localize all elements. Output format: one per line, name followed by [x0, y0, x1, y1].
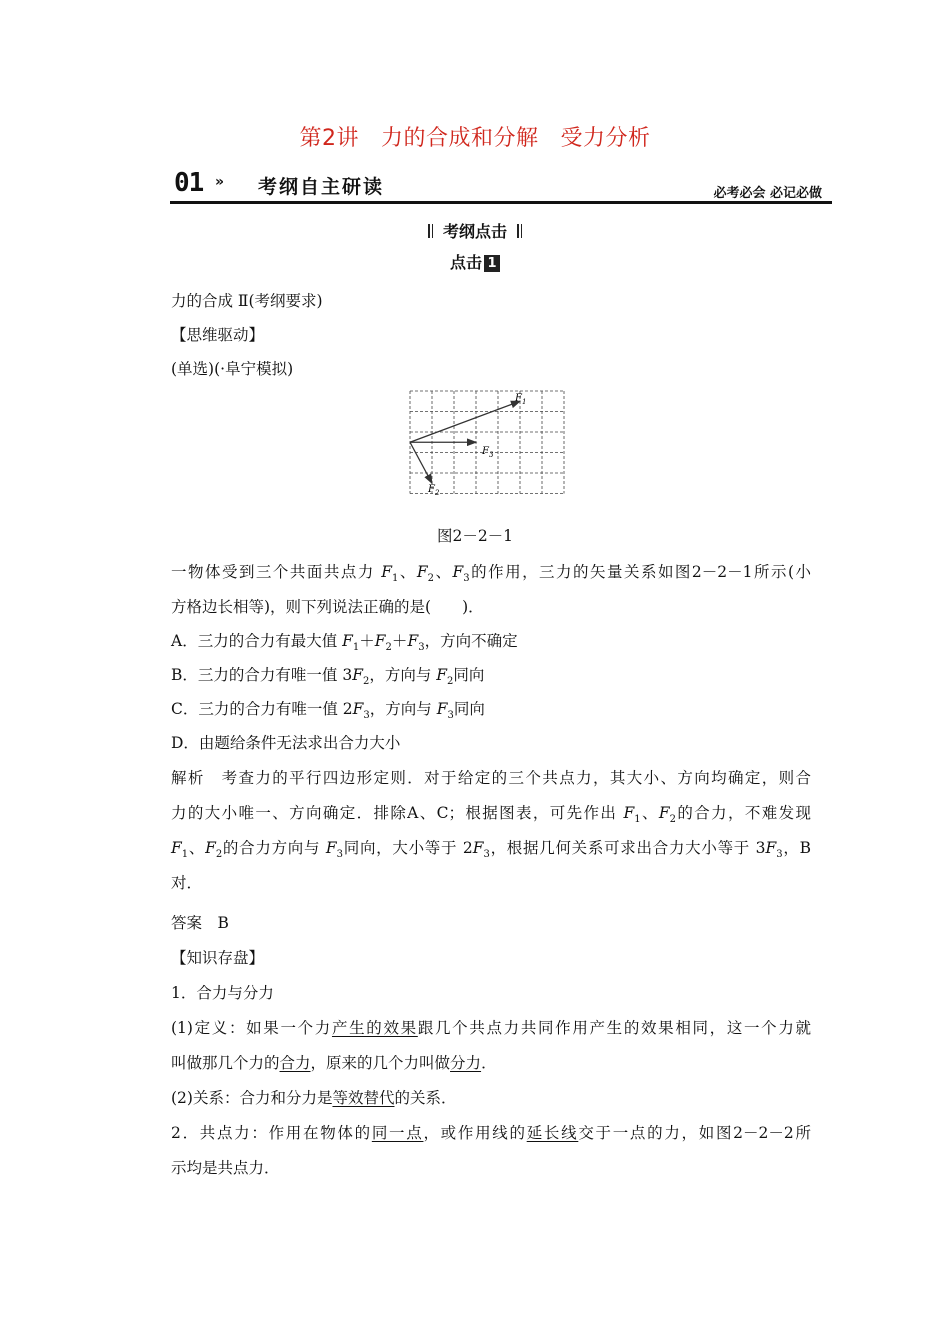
option-d: D．由题给条件无法求出合力大小 [171, 734, 401, 752]
section-header [170, 168, 832, 204]
section-number: 01 [174, 168, 204, 198]
question-line-2: 方格边长相等)，则下列说法正确的是( )． [171, 598, 484, 616]
blank-answer: 合力 [279, 1054, 311, 1072]
drive-heading: 【思维驱动】 [171, 326, 265, 344]
page-title: 第2讲 力的合成和分解 受力分析 [299, 126, 651, 151]
analysis-line-1: 解析 考查力的平行四边形定则．对于给定的三个共点力，其大小、方向均确定，则合 [171, 769, 811, 787]
blank-answer: 延长线 [526, 1124, 579, 1142]
question-line-1: 一物体受到三个共面共点力 $F_1$、$F_2$、$F_3$的作用，三力的矢量关系如图2－2－1所示(小 [171, 563, 811, 585]
figure-caption: 图2－2－1 [436, 527, 514, 545]
option-a: A．三力的合力有最大值 $F_1+F_2+F_3$，方向不确定 [171, 632, 518, 654]
blank-answer: 同一点 [371, 1124, 424, 1142]
f2-label: $F_2$ [428, 484, 440, 497]
vector-f2 [410, 442, 432, 483]
chevron-right-icon: » [215, 174, 225, 190]
k1-relation: (2)关系：合力和分力是等效替代的关系． [171, 1089, 457, 1107]
point-number-badge: 1 [484, 255, 500, 272]
k2-line-2: 示均是共点力． [171, 1159, 280, 1177]
answer-line: 答案 B [171, 914, 229, 932]
analysis-line-2: 力的大小唯一、方向确定．排除A、C；根据图表，可先作出 $F_1$、$F_2$的合力，不难发现 [171, 804, 811, 826]
blank-answer: 等效替代 [332, 1089, 395, 1107]
section-rule [170, 201, 832, 204]
section-title: 考纲自主研读 [258, 176, 385, 198]
blank-answer: 分力 [450, 1054, 482, 1072]
point-heading: 点击 1 [0, 250, 950, 273]
f3-label: $F_3$ [482, 446, 494, 459]
section-tagline: 必考必会 必记必做 [713, 186, 822, 201]
question-source: (单选)(·阜宁模拟) [171, 360, 294, 378]
k2-line-1: 2．共点力：作用在物体的同一点，或作用线的延长线交于一点的力，如图2－2－2所 [171, 1124, 811, 1142]
vector-diagram [408, 388, 568, 498]
option-c: C．三力的合力有唯一值 $2F_3$，方向与 $F_3$同向 [171, 700, 485, 722]
analysis-line-4: 对． [171, 874, 203, 892]
option-b: B．三力的合力有唯一值 $3F_2$，方向与 $F_2$同向 [171, 666, 485, 688]
blank-answer: 产生的效果 [331, 1019, 418, 1037]
topic-line: 力的合成 Ⅱ(考纲要求) [171, 292, 323, 310]
vector-f1 [410, 401, 520, 442]
subsection-heading: 考纲点击 [0, 219, 950, 242]
k1-title: 1．合力与分力 [171, 984, 274, 1002]
knowledge-heading: 【知识存盘】 [171, 949, 265, 967]
analysis-line-3: $F_1$、$F_2$的合力方向与 $F_3$同向，大小等于 $2F_3$，根据几何关系可求出合力大小等于 $3F_3$，B [171, 839, 811, 861]
f1-label: $F_1$ [515, 393, 527, 406]
k1-definition-2: 叫做那几个力的合力，原来的几个力叫做分力． [171, 1054, 497, 1072]
k1-definition-1: (1)定义：如果一个力产生的效果跟几个共点力共同作用产生的效果相同，这一个力就 [171, 1019, 811, 1037]
